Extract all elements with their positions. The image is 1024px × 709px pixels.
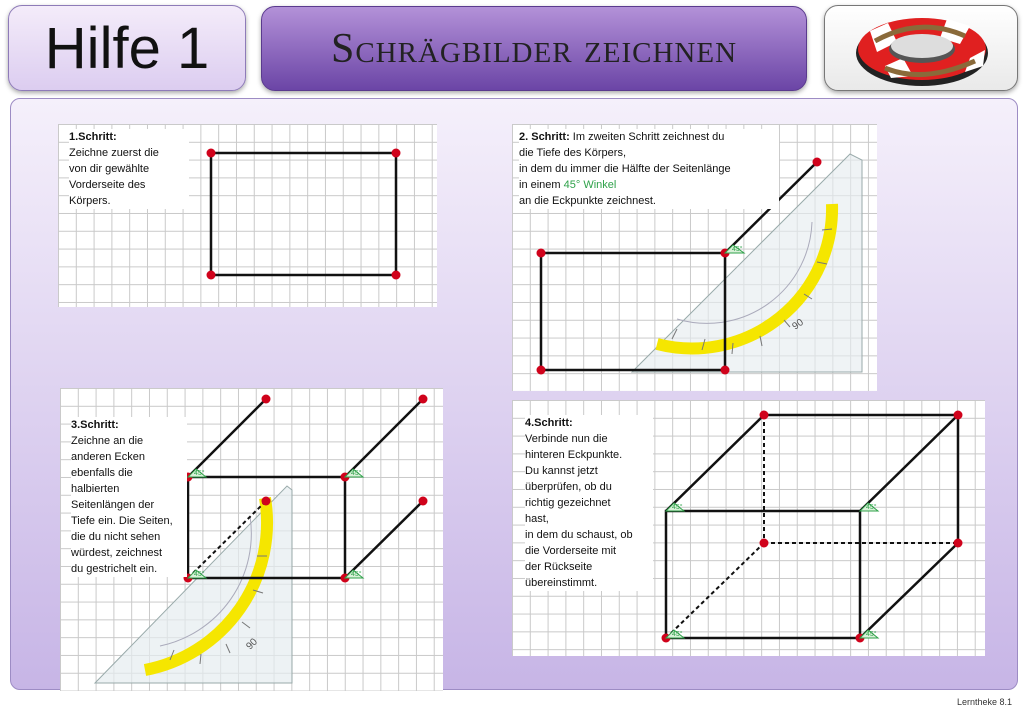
step1-text [69, 129, 189, 209]
page-title: Schrägbilder zeichnen [330, 25, 738, 72]
step4-text [525, 415, 653, 591]
step3-line: würdest, zeichnest [71, 547, 163, 559]
step2-line: in einem [519, 179, 564, 191]
point [537, 249, 546, 258]
step4-line: die Vorderseite mit [525, 545, 617, 557]
step3-heading: 3.Schritt: [71, 419, 119, 431]
help-label: Hilfe 1 [44, 15, 210, 81]
angle-label: 45° [866, 631, 877, 638]
help-label-box [8, 5, 246, 91]
angle-label: 45° [351, 571, 362, 578]
step1-line: Zeichne zuerst die [69, 147, 159, 159]
step3-grid [60, 388, 443, 691]
protractor-label: 90 [790, 317, 806, 333]
angle-label: 45° [672, 631, 683, 638]
lifebuoy-button[interactable] [824, 5, 1018, 91]
step4-heading: 4.Schritt: [525, 417, 573, 429]
step1-line: Vorderseite des [69, 179, 146, 191]
step2-line: Im zweiten Schritt zeichnest du [569, 131, 725, 143]
point [760, 539, 769, 548]
point [537, 366, 546, 375]
point [207, 271, 216, 280]
step4-line: übereinstimmt. [525, 577, 598, 589]
point [813, 158, 822, 167]
angle-label: 45° [194, 470, 205, 477]
step2-line: die Tiefe des Körpers, [519, 147, 627, 159]
point [262, 497, 271, 506]
point [760, 411, 769, 420]
step2-line: in dem du immer die Hälfte der Seitenlänge [519, 163, 731, 175]
angle-label: 45° [672, 504, 683, 511]
point [392, 149, 401, 158]
point [262, 395, 271, 404]
lifebuoy-icon [825, 6, 1019, 92]
angle-label: 45° [351, 470, 362, 477]
step2-grid [512, 124, 877, 391]
step4-line: der Rückseite [525, 561, 593, 573]
step4-line: hinteren Eckpunkte. [525, 449, 623, 461]
point [419, 497, 428, 506]
title-box [261, 6, 807, 91]
step1-line: von dir gewählte [69, 163, 150, 175]
step1-line: Körpers. [69, 195, 111, 207]
point [721, 366, 730, 375]
step1-grid [58, 124, 437, 307]
step4-line: Verbinde nun die [525, 433, 608, 445]
step3-line: die du nicht sehen [71, 531, 161, 543]
step1-heading: 1.Schritt: [69, 131, 117, 143]
footer-label: Lerntheke 8.1 [956, 697, 1012, 707]
point [392, 271, 401, 280]
step3-line: ebenfalls die [71, 467, 133, 479]
step4-grid [512, 400, 985, 656]
protractor-label: 90 [244, 636, 260, 653]
step3-line: Tiefe ein. Die Seiten, [71, 515, 173, 527]
point [954, 539, 963, 548]
step2-text [519, 129, 779, 209]
step3-line: Seitenlängen der [71, 499, 155, 511]
point [954, 411, 963, 420]
angle-label: 45° [194, 571, 205, 578]
step2-line: an die Eckpunkte zeichnest. [519, 195, 656, 207]
step3-text [71, 417, 187, 577]
step4-line: richtig gezeichnet [525, 497, 611, 509]
step4-line: hast, [525, 513, 549, 525]
step2-heading: 2. Schritt: [519, 131, 570, 143]
step3-line: halbierten [71, 483, 120, 495]
step4-line: Du kannst jetzt [525, 465, 598, 477]
step2-highlight: 45° Winkel [563, 179, 617, 191]
step3-line: Zeichne an die [71, 435, 144, 447]
angle-label: 45° [866, 504, 877, 511]
step4-line: überprüfen, ob du [525, 481, 612, 493]
point [207, 149, 216, 158]
step3-line: anderen Ecken [71, 451, 145, 463]
step3-line: du gestrichelt ein. [71, 563, 158, 575]
angle-label: 45° [732, 246, 743, 253]
point [419, 395, 428, 404]
step4-line: in dem du schaust, ob [525, 529, 633, 541]
